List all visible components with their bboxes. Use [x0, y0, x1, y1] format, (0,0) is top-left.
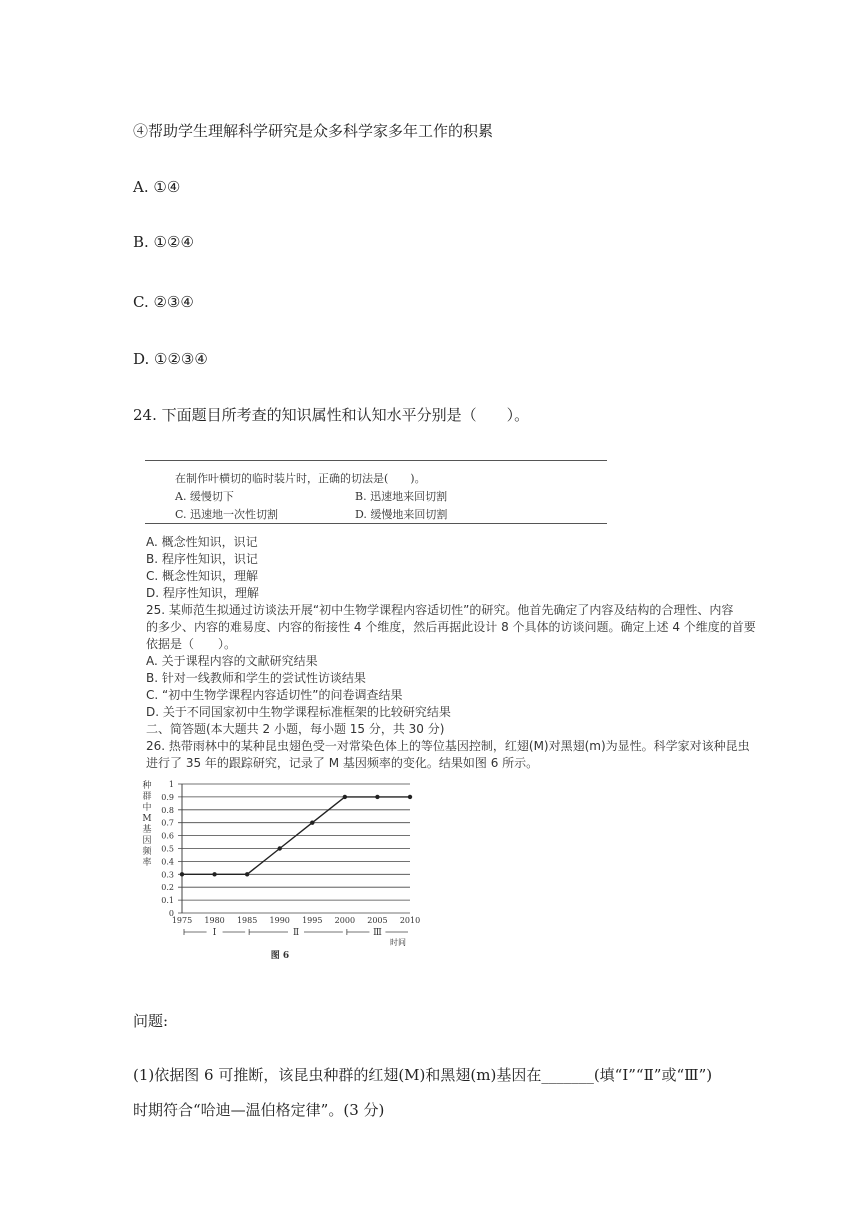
x-tick-label: 2000 — [334, 916, 356, 925]
question-box — [145, 460, 607, 524]
y-axis-label-char: 频 — [142, 847, 152, 857]
y-tick-label: 0.1 — [161, 896, 174, 906]
gene-frequency-chart — [140, 772, 430, 962]
sub-question-1-line-1: (1)依据图 6 可推断，该昆虫种群的红翅(M)和黑翅(m)基因在_______(填“Ⅰ”“Ⅱ”或“Ⅲ”) — [133, 1066, 713, 1084]
x-axis-label: 时间 — [390, 938, 406, 947]
q24-option-a: A. 概念性知识，识记 — [146, 535, 258, 549]
y-tick-label: 0.3 — [161, 870, 174, 880]
q26-line-1: 26. 热带雨林中的某种昆虫翅色受一对常染色体上的等位基因控制，红翅(M)对黑翅(m)为显性。科学家对该种昆虫 — [146, 739, 750, 753]
data-point — [408, 795, 412, 799]
q25-line-1: 25. 某师范生拟通过访谈法开展“初中生物学课程内容适切性”的研究。他首先确定了内容及结构的合理性、内容 — [146, 603, 734, 617]
chart-caption: 图 6 — [270, 951, 290, 961]
y-tick-label: 0 — [168, 909, 174, 918]
y-tick-label: 0.8 — [161, 805, 174, 815]
option-a: A. ①④ — [133, 178, 181, 196]
y-tick-label: 0.4 — [161, 857, 174, 867]
data-point — [343, 795, 347, 799]
box-option-a: A. 缓慢切下 — [175, 490, 234, 503]
q26-line-2: 进行了 35 年的跟踪研究，记录了 M 基因频率的变化。结果如图 6 所示。 — [146, 756, 539, 770]
q25-option-c: C. “初中生物学课程内容适切性”的问卷调查结果 — [146, 688, 403, 702]
x-tick-label: 1985 — [236, 916, 258, 925]
y-axis-label-char: 因 — [142, 836, 152, 846]
question-24-stem: 24. 下面题目所考查的知识属性和认知水平分别是（ ）。 — [133, 406, 530, 424]
y-axis-label-char: 基 — [142, 825, 152, 835]
y-axis-label-char: M — [142, 814, 152, 824]
y-axis-label-char: 率 — [142, 858, 152, 868]
data-point — [310, 821, 314, 825]
q25-option-d: D. 关于不同国家初中生物学课程标准框架的比较研究结果 — [146, 705, 451, 719]
box-option-b: B. 迅速地来回切割 — [355, 490, 448, 503]
box-option-c: C. 迅速地一次性切割 — [175, 508, 279, 521]
y-tick-label: 0.7 — [161, 818, 174, 828]
y-tick-label: 1 — [168, 780, 174, 789]
period-label: Ⅱ — [292, 928, 300, 938]
question-label: 问题: — [133, 1012, 169, 1030]
y-tick-label: 0.2 — [161, 883, 174, 893]
box-question: 在制作叶横切的临时装片时，正确的切法是( )。 — [175, 472, 426, 485]
option-d: D. ①②③④ — [133, 350, 208, 368]
q24-option-b: B. 程序性知识，识记 — [146, 552, 258, 566]
y-axis-label-char: 种 — [142, 781, 152, 791]
data-point — [180, 872, 184, 876]
period-label: Ⅲ — [373, 928, 382, 938]
y-axis-label-char: 中 — [142, 803, 152, 813]
sub-question-1-line-2: 时期符合“哈迪—温伯格定律”。(3 分) — [133, 1101, 385, 1119]
option-c: C. ②③④ — [133, 293, 194, 311]
q25-line-3: 依据是（ ）。 — [146, 637, 237, 651]
y-tick-label: 0.5 — [161, 844, 174, 854]
data-point — [212, 872, 216, 876]
q24-option-c: C. 概念性知识，理解 — [146, 569, 259, 583]
q25-option-a: A. 关于课程内容的文献研究结果 — [146, 654, 318, 668]
box-option-d: D. 缓慢地来回切割 — [355, 508, 448, 521]
y-axis-label-char: 群 — [142, 792, 152, 802]
y-tick-label: 0.6 — [161, 831, 174, 841]
option-b: B. ①②④ — [133, 233, 194, 251]
data-point — [375, 795, 379, 799]
q25-option-b: B. 针对一线教师和学生的尝试性访谈结果 — [146, 671, 366, 685]
x-tick-label: 2005 — [367, 916, 388, 925]
y-tick-label: 0.9 — [161, 792, 174, 802]
section-2-heading: 二、简答题(本大题共 2 小题，每小题 15 分，共 30 分) — [146, 722, 445, 736]
q25-line-2: 的多少、内容的难易度、内容的衔接性 4 个维度，然后再据此设计 8 个具体的访谈问题。确定上述 4 个维度的首要 — [146, 620, 756, 634]
x-tick-label: 1975 — [171, 916, 193, 925]
x-tick-label: 2010 — [399, 916, 421, 925]
period-label: Ⅰ — [212, 928, 217, 938]
x-tick-label: 1990 — [269, 916, 290, 925]
q24-option-d: D. 程序性知识，理解 — [146, 586, 259, 600]
data-point — [245, 872, 249, 876]
statement-4: ④帮助学生理解科学研究是众多科学家多年工作的积累 — [133, 122, 494, 140]
x-tick-label: 1995 — [302, 916, 323, 925]
data-point — [278, 846, 282, 850]
x-tick-label: 1980 — [204, 916, 225, 925]
